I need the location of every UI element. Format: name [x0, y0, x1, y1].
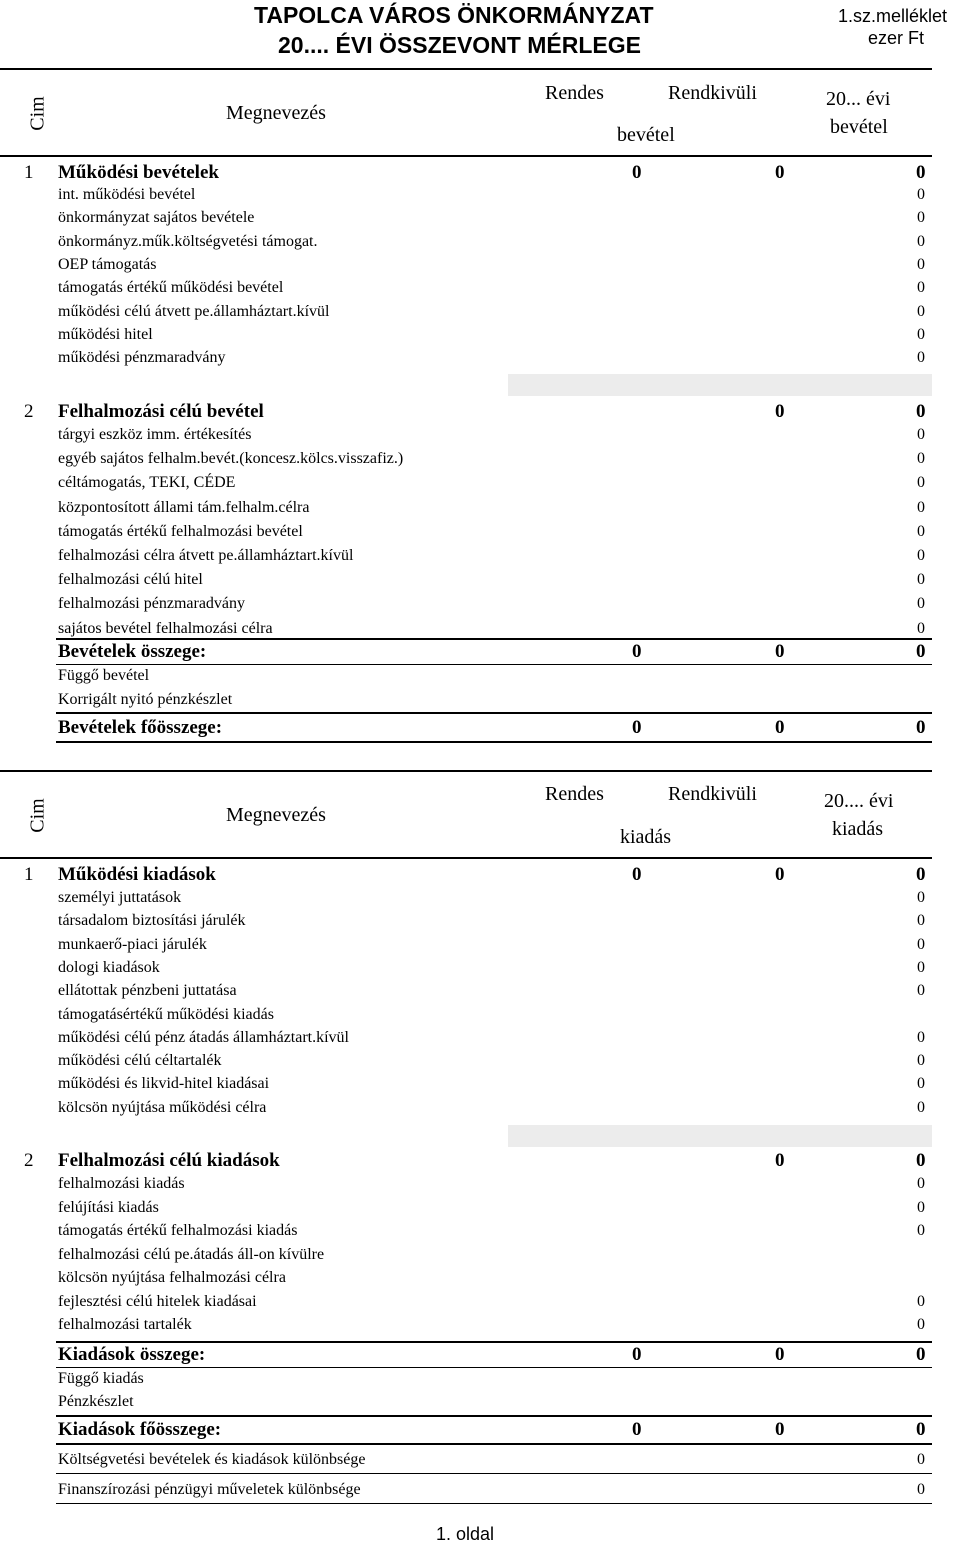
item-label: int. működési bevétel	[58, 186, 196, 203]
rendkivuli-header: Rendkivüli	[668, 783, 757, 805]
corrected-cash: Korrigált nyitó pénzkészlet	[58, 691, 233, 708]
sub-header: kiadás	[620, 826, 672, 848]
item-label: felújítási kiadás	[58, 1198, 159, 1216]
section-title: Működési kiadások	[58, 864, 216, 885]
income-total-v3: 0	[916, 641, 926, 662]
item-value: 0	[917, 958, 925, 976]
year-header-2: bevétel	[830, 116, 888, 138]
item-label: dologi kiadások	[58, 958, 160, 976]
expense-grand-total-v3: 0	[916, 1419, 926, 1440]
table-border	[0, 155, 932, 157]
expense-total-label: Kiadások összege:	[58, 1344, 206, 1365]
item-value: 0	[917, 325, 925, 343]
item-label: sajátos bevétel felhalmozási célra	[58, 619, 273, 637]
item-label: működési célú átvett pe.államháztart.kívül	[58, 302, 330, 320]
expense-total-v2: 0	[775, 1344, 785, 1365]
year-header: 20... évi	[826, 88, 891, 110]
section-title: Felhalmozási célú bevétel	[58, 401, 264, 422]
item-value: 0	[917, 912, 925, 930]
value-year: 0	[916, 864, 926, 885]
table-border	[0, 857, 932, 859]
item-label: tárgyi eszköz imm. értékesítés	[58, 426, 252, 443]
item-label: munkaerő-piaci járulék	[58, 935, 207, 953]
item-value: 0	[917, 302, 925, 320]
rendes-header: Rendes	[545, 82, 604, 104]
item-label: önkormányzat sajátos bevétele	[58, 209, 255, 227]
unit-label: ezer Ft	[868, 28, 925, 48]
item-label: OEP támogatás	[58, 255, 157, 273]
income-grand-total-v3: 0	[916, 717, 926, 738]
item-label: működési célú céltartalék	[58, 1052, 222, 1070]
item-label: ellátottak pénzbeni juttatása	[58, 982, 237, 1000]
value-year: 0	[916, 401, 926, 422]
divider	[56, 1443, 932, 1445]
item-label: működési célú pénz átadás államháztart.kívül	[58, 1028, 349, 1046]
value-rendes: 0	[632, 162, 642, 183]
item-value: 0	[917, 1028, 925, 1046]
divider	[56, 741, 932, 743]
divider	[56, 1367, 932, 1368]
item-value: 0	[917, 1222, 925, 1239]
item-value: 0	[917, 571, 925, 589]
item-value: 0	[917, 595, 925, 613]
expense-grand-total-label: Kiadások főösszege:	[58, 1419, 222, 1440]
item-value: 0	[917, 1316, 925, 1333]
value-rendkivuli: 0	[775, 401, 785, 422]
pending-income: Függő bevétel	[58, 667, 150, 684]
item-value: 0	[917, 279, 925, 297]
gray-band	[508, 1125, 932, 1147]
income-grand-total-v2: 0	[775, 717, 785, 738]
item-label: támogatás értékű működési bevétel	[58, 279, 284, 297]
divider	[56, 1415, 932, 1417]
item-label: társadalom biztosítási járulék	[58, 912, 246, 930]
value-rendkivuli: 0	[775, 864, 785, 885]
budget-difference-label: Költségvetési bevételek és kiadások különbsége	[58, 1451, 366, 1468]
year-header: 20.... évi	[824, 790, 894, 812]
item-value: 0	[917, 522, 925, 540]
item-label: felhalmozási pénzmaradvány	[58, 595, 246, 613]
value-year: 0	[916, 162, 926, 183]
item-label: személyi juttatások	[58, 889, 182, 906]
item-label: működési hitel	[58, 325, 153, 343]
item-value: 0	[917, 1098, 925, 1116]
divider	[56, 1341, 932, 1343]
divider	[56, 664, 932, 665]
item-label: kölcsön nyújtása működési célra	[58, 1098, 267, 1116]
item-value: 0	[917, 1292, 925, 1310]
budget-difference-value: 0	[917, 1451, 925, 1468]
pending-expense: Függő kiadás	[58, 1370, 144, 1387]
table-border	[0, 770, 932, 772]
item-label: fejlesztési célú hitelek kiadásai	[58, 1292, 257, 1310]
section-title: Működési bevételek	[58, 162, 219, 183]
divider	[56, 1503, 932, 1504]
income-total-label: Bevételek összege:	[58, 641, 207, 662]
cash-on-hand: Pénzkészlet	[58, 1393, 134, 1410]
item-label: kölcsön nyújtása felhalmozási célra	[58, 1269, 286, 1286]
divider	[56, 712, 932, 714]
item-value: 0	[917, 474, 925, 492]
section-number: 1	[24, 162, 34, 183]
item-value: 0	[917, 982, 925, 1000]
divider	[56, 1473, 932, 1474]
item-label: működési és likvid-hitel kiadásai	[58, 1075, 270, 1093]
item-value: 0	[917, 349, 925, 367]
section-number: 2	[24, 1150, 34, 1171]
item-value: 0	[917, 1075, 925, 1093]
page-subtitle: 20.... ÉVI ÖSSZEVONT MÉRLEGE	[278, 32, 641, 58]
item-value: 0	[917, 450, 925, 468]
value-rendes: 0	[632, 864, 642, 885]
expense-grand-total-v2: 0	[775, 1419, 785, 1440]
item-label: támogatás értékű felhalmozási bevétel	[58, 522, 303, 540]
section-number: 2	[24, 401, 34, 422]
income-grand-total-v1: 0	[632, 717, 642, 738]
cim-header: Cim	[26, 798, 49, 833]
item-value: 0	[917, 1175, 925, 1192]
section-number: 1	[24, 864, 34, 885]
item-label: egyéb sajátos felhalm.bevét.(koncesz.kölcs.visszafiz.)	[58, 450, 404, 468]
item-value: 0	[917, 889, 925, 906]
item-label: működési pénzmaradvány	[58, 349, 226, 367]
item-label: támogatás értékű felhalmozási kiadás	[58, 1222, 298, 1239]
item-value: 0	[917, 498, 925, 516]
item-value: 0	[917, 232, 925, 250]
value-rendkivuli: 0	[775, 1150, 785, 1171]
expense-grand-total-v1: 0	[632, 1419, 642, 1440]
financing-difference-label: Finanszírozási pénzügyi műveletek különbsége	[58, 1481, 361, 1498]
item-label: önkormányz.műk.költségvetési támogat.	[58, 232, 318, 250]
item-label: felhalmozási célra átvett pe.államháztart.kívül	[58, 547, 354, 564]
divider	[56, 638, 932, 640]
income-total-v2: 0	[775, 641, 785, 662]
cim-header: Cim	[26, 96, 49, 131]
item-label: felhalmozási célú hitel	[58, 571, 203, 589]
item-label: céltámogatás, TEKI, CÉDE	[58, 474, 236, 492]
item-value: 0	[917, 547, 925, 564]
attachment-label: 1.sz.melléklet	[838, 6, 948, 26]
item-label: központosított állami tám.felhalm.célra	[58, 498, 310, 516]
name-header: Megnevezés	[226, 102, 326, 124]
table-border	[0, 68, 932, 70]
value-rendkivuli: 0	[775, 162, 785, 183]
item-label: felhalmozási célú pe.átadás áll-on kívülre	[58, 1245, 325, 1263]
rendes-header: Rendes	[545, 783, 604, 805]
item-value: 0	[917, 209, 925, 227]
rendkivuli-header: Rendkivüli	[668, 82, 757, 104]
item-label: támogatásértékű működési kiadás	[58, 1005, 274, 1023]
section-title: Felhalmozási célú kiadások	[58, 1150, 280, 1171]
value-year: 0	[916, 1150, 926, 1171]
expense-total-v3: 0	[916, 1344, 926, 1365]
item-value: 0	[917, 619, 925, 637]
expense-total-v1: 0	[632, 1344, 642, 1365]
gray-band	[508, 374, 932, 396]
income-grand-total-label: Bevételek főösszege:	[58, 717, 223, 738]
sub-header: bevétel	[617, 124, 675, 146]
item-value: 0	[917, 426, 925, 443]
item-label: felhalmozási kiadás	[58, 1175, 185, 1192]
page-title: TAPOLCA VÁROS ÖNKORMÁNYZAT	[254, 2, 654, 28]
name-header: Megnevezés	[226, 804, 326, 826]
item-value: 0	[917, 1198, 925, 1216]
item-label: felhalmozási tartalék	[58, 1316, 192, 1333]
item-value: 0	[917, 1052, 925, 1070]
financing-difference-value: 0	[917, 1481, 925, 1498]
income-total-v1: 0	[632, 641, 642, 662]
item-value: 0	[917, 255, 925, 273]
item-value: 0	[917, 186, 925, 203]
year-header-2: kiadás	[832, 818, 884, 840]
page-number: 1. oldal	[436, 1524, 495, 1544]
item-value: 0	[917, 935, 925, 953]
